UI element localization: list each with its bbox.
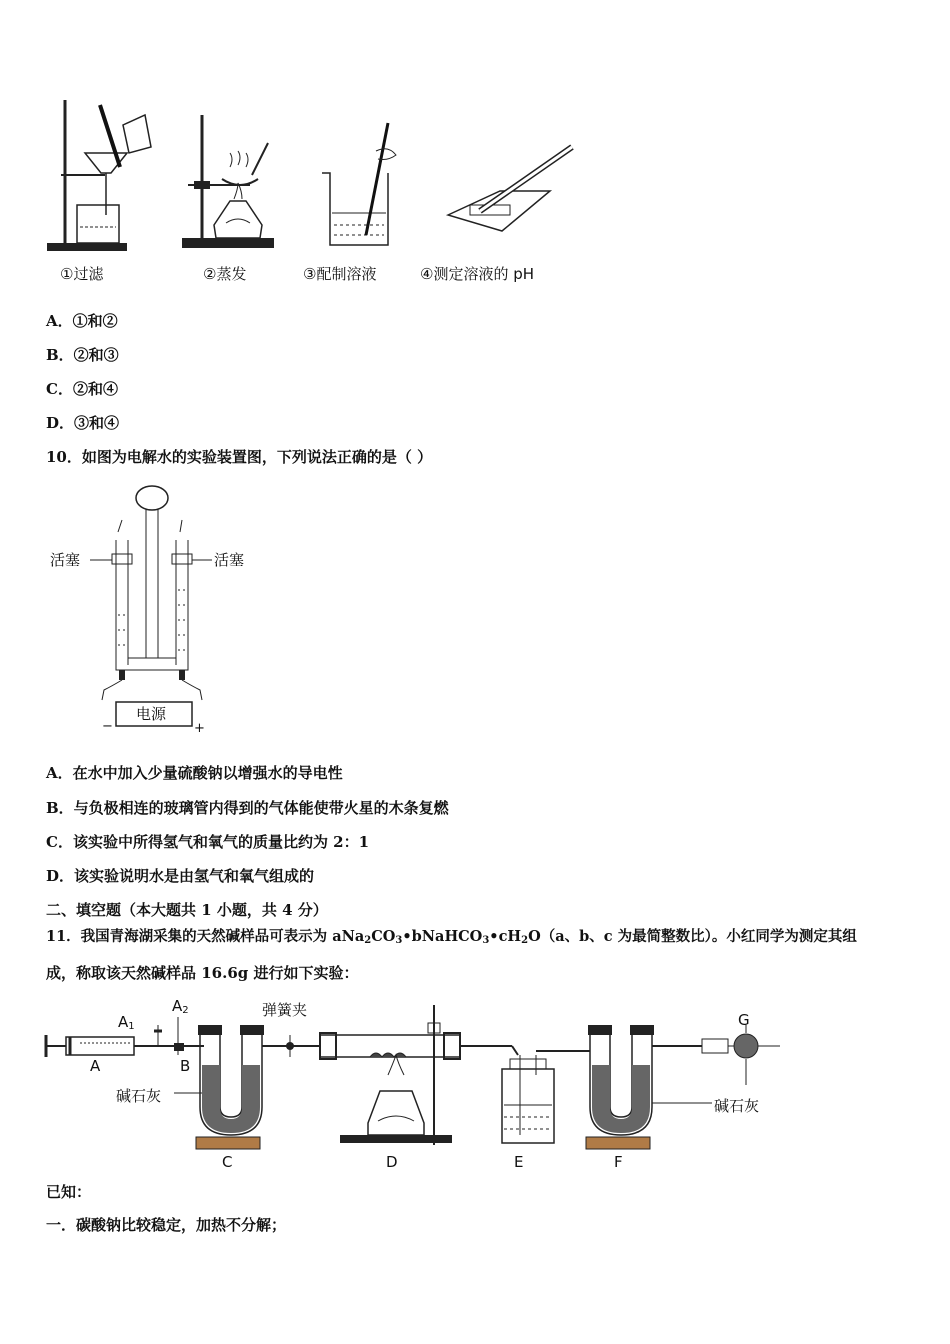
apparatus-train <box>40 995 800 1175</box>
formula-part: •bNaHCO <box>402 928 483 945</box>
caption-solution-prep: ③配制溶液 <box>303 265 377 283</box>
label-soda-lime-left: 碱石灰 <box>116 1087 162 1105</box>
label-minus-terminal: − <box>102 719 113 734</box>
label-A1-sub: 1 <box>128 1021 135 1032</box>
label-plus-terminal: + <box>194 721 205 736</box>
formula-sub: 3 <box>395 935 403 946</box>
formula-sub: 3 <box>482 935 490 946</box>
label-D: D <box>386 1153 398 1171</box>
label-stopcock-right: 活塞 <box>214 551 245 569</box>
label-clamp: 弹簧夹 <box>262 1001 308 1019</box>
figure-lab-operations <box>40 95 600 295</box>
label-stopcock-left: 活塞 <box>50 551 81 569</box>
filtration-apparatus <box>45 95 145 255</box>
section-heading: 二、填空题（本大题共 1 小题，共 4 分） <box>46 901 328 919</box>
q11-stem-prefix: 11．我国青海湖采集的天然碱样品可表示为 aNa <box>46 928 365 945</box>
q11-stem-line2: 成，称取该天然碱样品 16.6g 进行如下实验： <box>46 964 359 982</box>
formula-sub: 2 <box>521 935 529 946</box>
known-heading: 已知： <box>46 1183 92 1201</box>
caption-evaporation: ②蒸发 <box>203 265 247 283</box>
ph-test-apparatus <box>410 95 590 255</box>
q11-stem-line1 <box>46 927 857 951</box>
q9-option-c[interactable]: C．②和④ <box>46 380 118 398</box>
label-power-supply: 电源 <box>136 705 167 723</box>
q10-option-c[interactable]: C．该实验中所得氢气和氧气的质量比约为 2：1 <box>46 833 370 851</box>
formula-sub: 2 <box>364 935 372 946</box>
label-A: A <box>90 1057 101 1075</box>
q10-option-b[interactable]: B．与负极相连的玻璃管内得到的气体能使带火星的木条复燃 <box>46 799 449 817</box>
label-A2-main: A <box>172 997 183 1015</box>
formula-part: CO <box>371 928 396 945</box>
electrolysis-apparatus <box>46 480 266 740</box>
figure-apparatus-train <box>40 995 800 1175</box>
caption-ph-test: ④测定溶液的 pH <box>420 265 535 283</box>
solution-prep-apparatus <box>318 95 418 255</box>
known-item-1: 一．碳酸钠比较稳定，加热不分解； <box>46 1216 287 1234</box>
q10-option-a[interactable]: A．在水中加入少量硫酸钠以增强水的导电性 <box>46 764 343 782</box>
formula-part: •cH <box>489 928 522 945</box>
label-A2-sub: 2 <box>182 1005 189 1016</box>
label-A1 <box>118 1013 135 1036</box>
figure-electrolysis <box>46 480 266 740</box>
label-A1-main: A <box>118 1013 129 1031</box>
label-F: F <box>614 1153 623 1171</box>
evaporation-apparatus <box>180 95 280 255</box>
label-A2 <box>172 997 189 1020</box>
label-B: B <box>180 1057 191 1075</box>
q9-option-d[interactable]: D．③和④ <box>46 414 120 432</box>
label-C: C <box>222 1153 233 1171</box>
label-G: G <box>738 1011 750 1029</box>
q11-stem-suffix: O（a、b、c 为最简整数比）。小红同学为测定其组 <box>528 928 857 945</box>
q10-option-d[interactable]: D．该实验说明水是由氢气和氧气组成的 <box>46 867 315 885</box>
q9-option-b[interactable]: B．②和③ <box>46 346 119 364</box>
label-soda-lime-right: 碱石灰 <box>714 1097 760 1115</box>
caption-filtration: ①过滤 <box>60 265 104 283</box>
label-E: E <box>514 1153 524 1171</box>
q10-stem: 10．如图为电解水的实验装置图，下列说法正确的是（ ） <box>46 448 433 466</box>
q9-option-a[interactable]: A．①和② <box>46 312 118 330</box>
